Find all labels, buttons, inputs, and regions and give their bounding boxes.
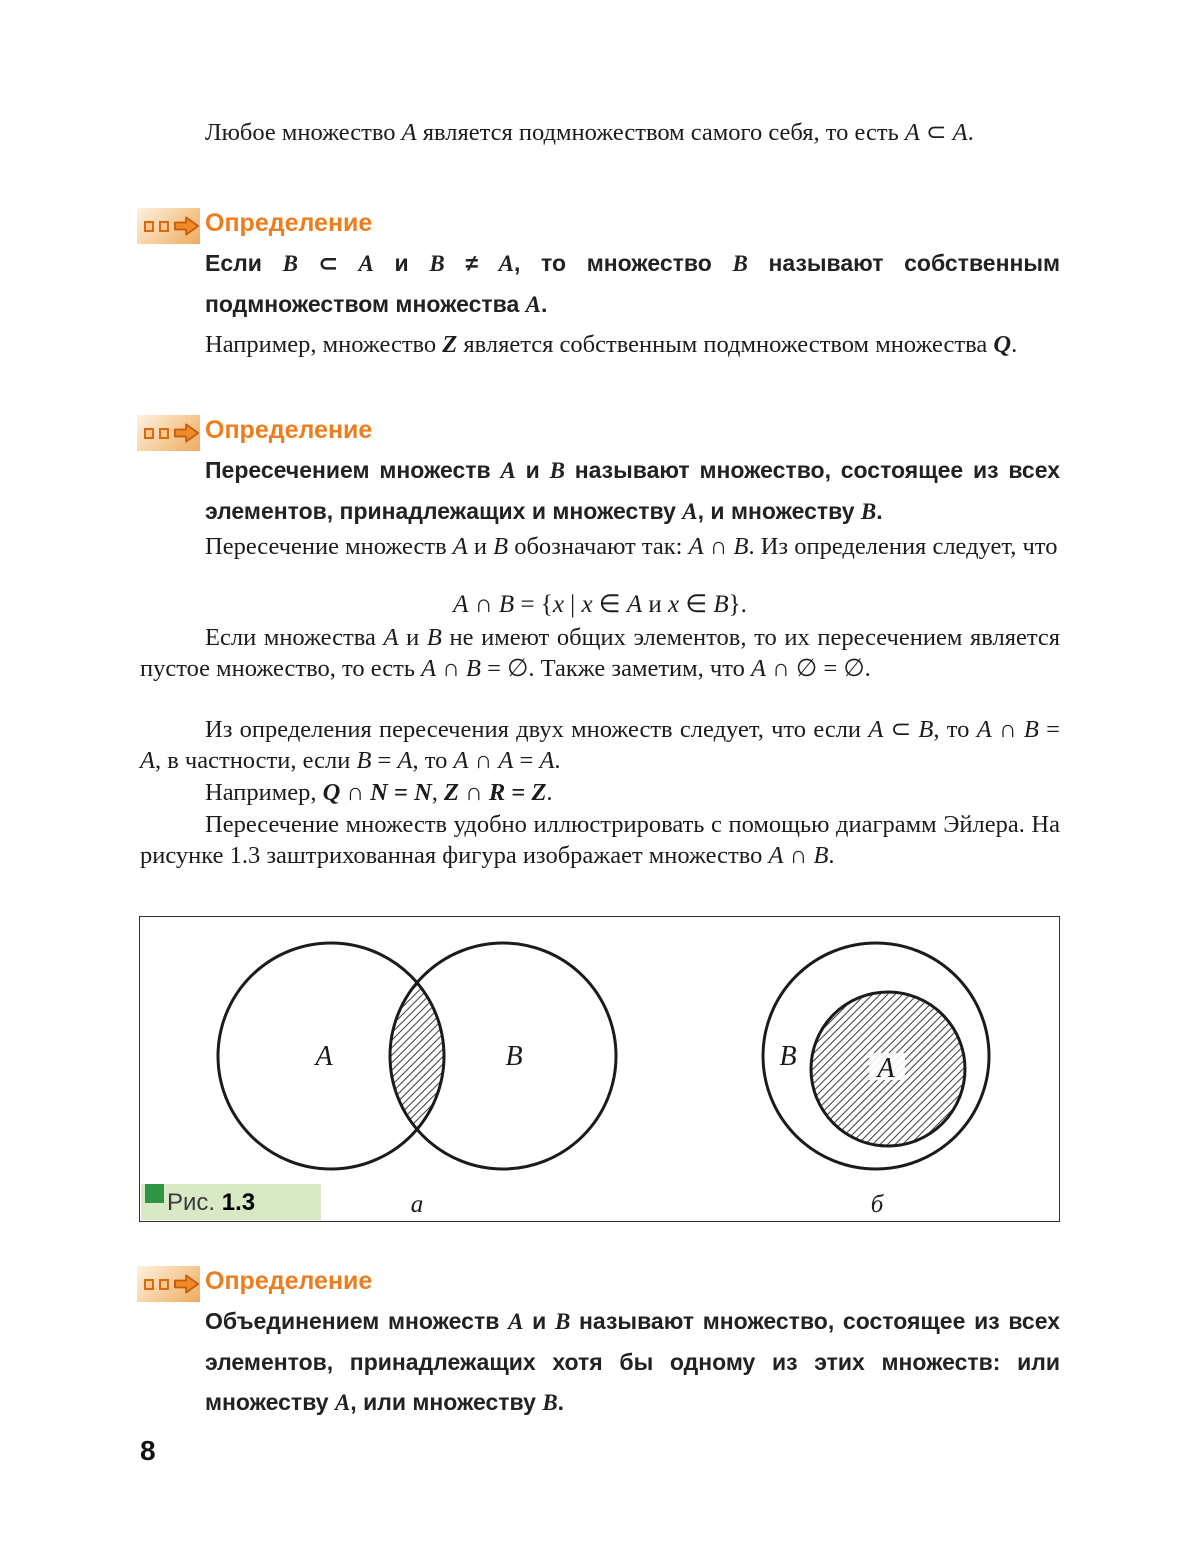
definition-heading: Определение xyxy=(205,416,373,444)
paragraph-intersection-notation: Пересечение множеств A и B обозначают так: A ∩ B. Из определения следует, что xyxy=(205,533,1058,560)
paragraph-subset-of-itself: Любое множество A является подмножеством самого себя, то есть A ⊂ A. xyxy=(205,119,974,146)
orange-square-icon xyxy=(144,428,154,439)
orange-square-icon xyxy=(144,221,154,232)
right-arrow-icon xyxy=(174,213,200,239)
orange-square-icon xyxy=(159,428,169,439)
paragraph-euler-diagrams: Пересечение множеств удобно иллюстрировать с помощью диаграмм Эйлера. На рисунке 1.3 заштрихованная фигура изображает множество A ∩ B. xyxy=(140,811,1060,869)
definition-block-union xyxy=(140,1267,1060,1423)
sublabel-b: б xyxy=(870,1191,884,1218)
definition-arrow-icon xyxy=(137,415,200,451)
definition-body: Пересечением множеств A и B называют множество, состоящее из всех элементов, принадлежащих и множеству A, и множеству B. xyxy=(205,457,1061,524)
green-square-icon xyxy=(145,1184,164,1203)
orange-square-icon xyxy=(144,1279,154,1290)
definition-arrow-icon xyxy=(137,1266,200,1302)
paragraph-subset-intersection: Из определения пересечения двух множеств следует, что если A ⊂ B, то A ∩ B = A, в частности, если B = A, то A ∩ A = A. xyxy=(140,716,1060,774)
figure-caption-label: Рис. xyxy=(167,1189,216,1216)
figure-caption-number: 1.3 xyxy=(221,1189,256,1216)
definition-body: Если B ⊂ A и B ≠ A, то множество B называют собственным подмножеством множества A. xyxy=(205,250,1061,317)
euler-diagrams xyxy=(140,917,1058,1220)
label-set-b-left: B xyxy=(505,1041,523,1072)
paragraph-example-qnzr: Например, Q ∩ N = N, Z ∩ R = Z. xyxy=(205,779,553,806)
right-arrow-icon xyxy=(174,1271,200,1297)
figure-caption xyxy=(167,1189,255,1217)
definition-heading: Определение xyxy=(205,209,373,237)
label-set-a-right: A xyxy=(877,1053,895,1084)
definition-block-proper-subset xyxy=(140,209,1060,325)
paragraph-empty-intersection: Если множества A и B не имеют общих элементов, то их пересечением является пустое множество, то есть A ∩ B = ∅. Также заметим, что A ∩ ∅ = ∅. xyxy=(140,624,1060,682)
paragraph-example-z-q: Например, множество Z является собственным подмножеством множества Q. xyxy=(205,331,1018,358)
definition-arrow-icon xyxy=(137,208,200,244)
figure-caption-badge xyxy=(141,1184,321,1220)
definition-heading: Определение xyxy=(205,1267,373,1295)
right-arrow-icon xyxy=(174,420,200,446)
orange-square-icon xyxy=(159,221,169,232)
sublabel-a: а xyxy=(410,1191,424,1218)
definition-block-intersection xyxy=(140,416,1060,532)
orange-square-icon xyxy=(159,1279,169,1290)
page-number: 8 xyxy=(140,1435,156,1466)
label-set-a-left: A xyxy=(315,1041,333,1072)
page-content xyxy=(140,0,1060,1549)
figure-1-3 xyxy=(139,916,1060,1222)
formula-intersection: A ∩ B = {x | x ∈ A и x ∈ B}. xyxy=(453,591,747,618)
label-set-b-right: B xyxy=(779,1041,797,1072)
definition-body: Объединением множеств A и B называют множество, состоящее из всех элементов, принадлежащих хотя бы одному из этих множеств: или множеству A, или множеству B. xyxy=(205,1308,1060,1415)
